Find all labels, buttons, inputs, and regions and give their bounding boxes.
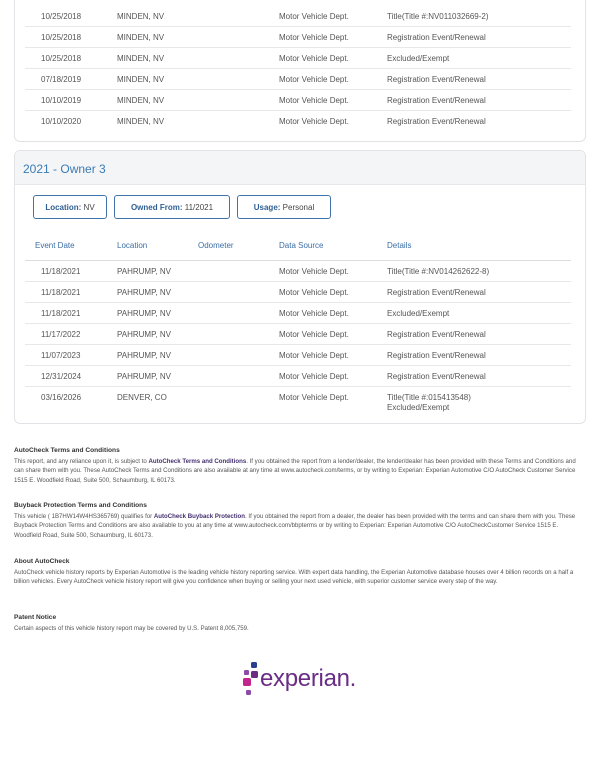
about-text: AutoCheck vehicle history reports by Experian Automotive is the leading vehicle history reporting service. With expert data handling, the Experian Automotive database houses over 4 billion records on a half a billion vehicles. Every AutoCheck vehicle history report will give you confidence when buying or selling your next used vehicle, with superior customer service every step of the way.	[14, 568, 574, 586]
patent-text: Certain aspects of this vehicle history report may be covered by U.S. Patent 8,005,759.	[14, 624, 249, 632]
about-heading: About AutoCheck	[14, 558, 70, 565]
buyback-section	[14, 501, 586, 540]
patent-section	[14, 613, 586, 633]
table-row: 10/10/2019 MINDEN, NV Motor Vehicle Dept. Registration Event/Renewal	[25, 90, 571, 111]
experian-logo	[242, 661, 372, 701]
owner-header	[15, 151, 585, 185]
table-row: 10/10/2020 MINDEN, NV Motor Vehicle Dept. Registration Event/Renewal	[41, 117, 486, 126]
table-header	[25, 241, 571, 261]
location-pill: Location: NV	[33, 195, 107, 219]
owned-from-pill: Owned From: 11/2021	[114, 195, 230, 219]
table-row: 12/31/2024 PAHRUMP, NV Motor Vehicle Dept. Registration Event/Renewal	[25, 366, 571, 387]
terms-text: This report, and any reliance upon it, is subject to AutoCheck Terms and Conditions. If you obtained the report from a lender/dealer, the lender/dealer has been provided with these Terms and Conditions and can share them with you. These AutoCheck Terms and Conditions are also available at any time at www.autocheck.com/terms, or by writing to Experian: Experian Automotive C/O AutoCheck Customer Service 1515 E. Woodfield Road, Suite 500, Schaumburg, IL 60173.	[14, 457, 576, 484]
owner-3-card	[14, 150, 586, 424]
buyback-heading: Buyback Protection Terms and Conditions	[14, 502, 147, 509]
usage-pill: Usage: Personal	[237, 195, 331, 219]
table-row: 11/18/2021 PAHRUMP, NV Motor Vehicle Dept. Title(Title #:NV014262622-8)	[25, 261, 571, 282]
table-row: 07/18/2019 MINDEN, NV Motor Vehicle Dept. Registration Event/Renewal	[25, 69, 571, 90]
buyback-link[interactable]: AutoCheck Buyback Protection	[153, 512, 245, 520]
header-event-date: Event Date	[35, 241, 75, 250]
about-section	[14, 557, 586, 587]
table-row: 10/25/2018 MINDEN, NV Motor Vehicle Dept. Excluded/Exempt	[25, 48, 571, 69]
buyback-text: This vehicle ( 1B7HW14W4HS365769) qualifies for AutoCheck Buyback Protection. If you obtained the report from a dealer, the dealer has been provided with the terms and can share them with you. These Buyback Protection Terms and Conditions are also available to you at any time at www.autocheck.com/bbpterms or by writing to Experian: Experian Automotive C/O AutoCheckCustomer Service 1515 E. Woodfield Road, Suite 500, Schaumburg, IL 60173.	[14, 512, 576, 539]
table-row: 11/18/2021 PAHRUMP, NV Motor Vehicle Dept. Registration Event/Renewal	[25, 282, 571, 303]
header-location: Location	[117, 241, 148, 250]
header-data-source: Data Source	[279, 241, 324, 250]
header-details: Details	[387, 241, 412, 250]
previous-owner-card	[14, 0, 586, 142]
table-row: 10/25/2018 MINDEN, NV Motor Vehicle Dept. Title(Title #:NV011032669-2)	[25, 6, 571, 27]
experian-dots-icon	[242, 661, 260, 699]
header-odometer: Odometer	[198, 241, 234, 250]
table-row: 10/25/2018 MINDEN, NV Motor Vehicle Dept. Registration Event/Renewal	[25, 27, 571, 48]
table-row: 03/16/2026 DENVER, CO Motor Vehicle Dept. Title(Title #:015413548) Excluded/Exempt	[41, 393, 471, 412]
table-row: 11/07/2023 PAHRUMP, NV Motor Vehicle Dept. Registration Event/Renewal	[25, 345, 571, 366]
owner-title: 2021 - Owner 3	[23, 162, 106, 176]
terms-link[interactable]: AutoCheck Terms and Conditions	[148, 457, 247, 465]
terms-heading: AutoCheck Terms and Conditions	[14, 447, 120, 454]
table-row: 11/17/2022 PAHRUMP, NV Motor Vehicle Dept. Registration Event/Renewal	[25, 324, 571, 345]
experian-wordmark: experian.	[260, 665, 357, 692]
table-row: 11/18/2021 PAHRUMP, NV Motor Vehicle Dept. Excluded/Exempt	[25, 303, 571, 324]
terms-section	[14, 446, 586, 485]
patent-heading: Patent Notice	[14, 614, 57, 621]
